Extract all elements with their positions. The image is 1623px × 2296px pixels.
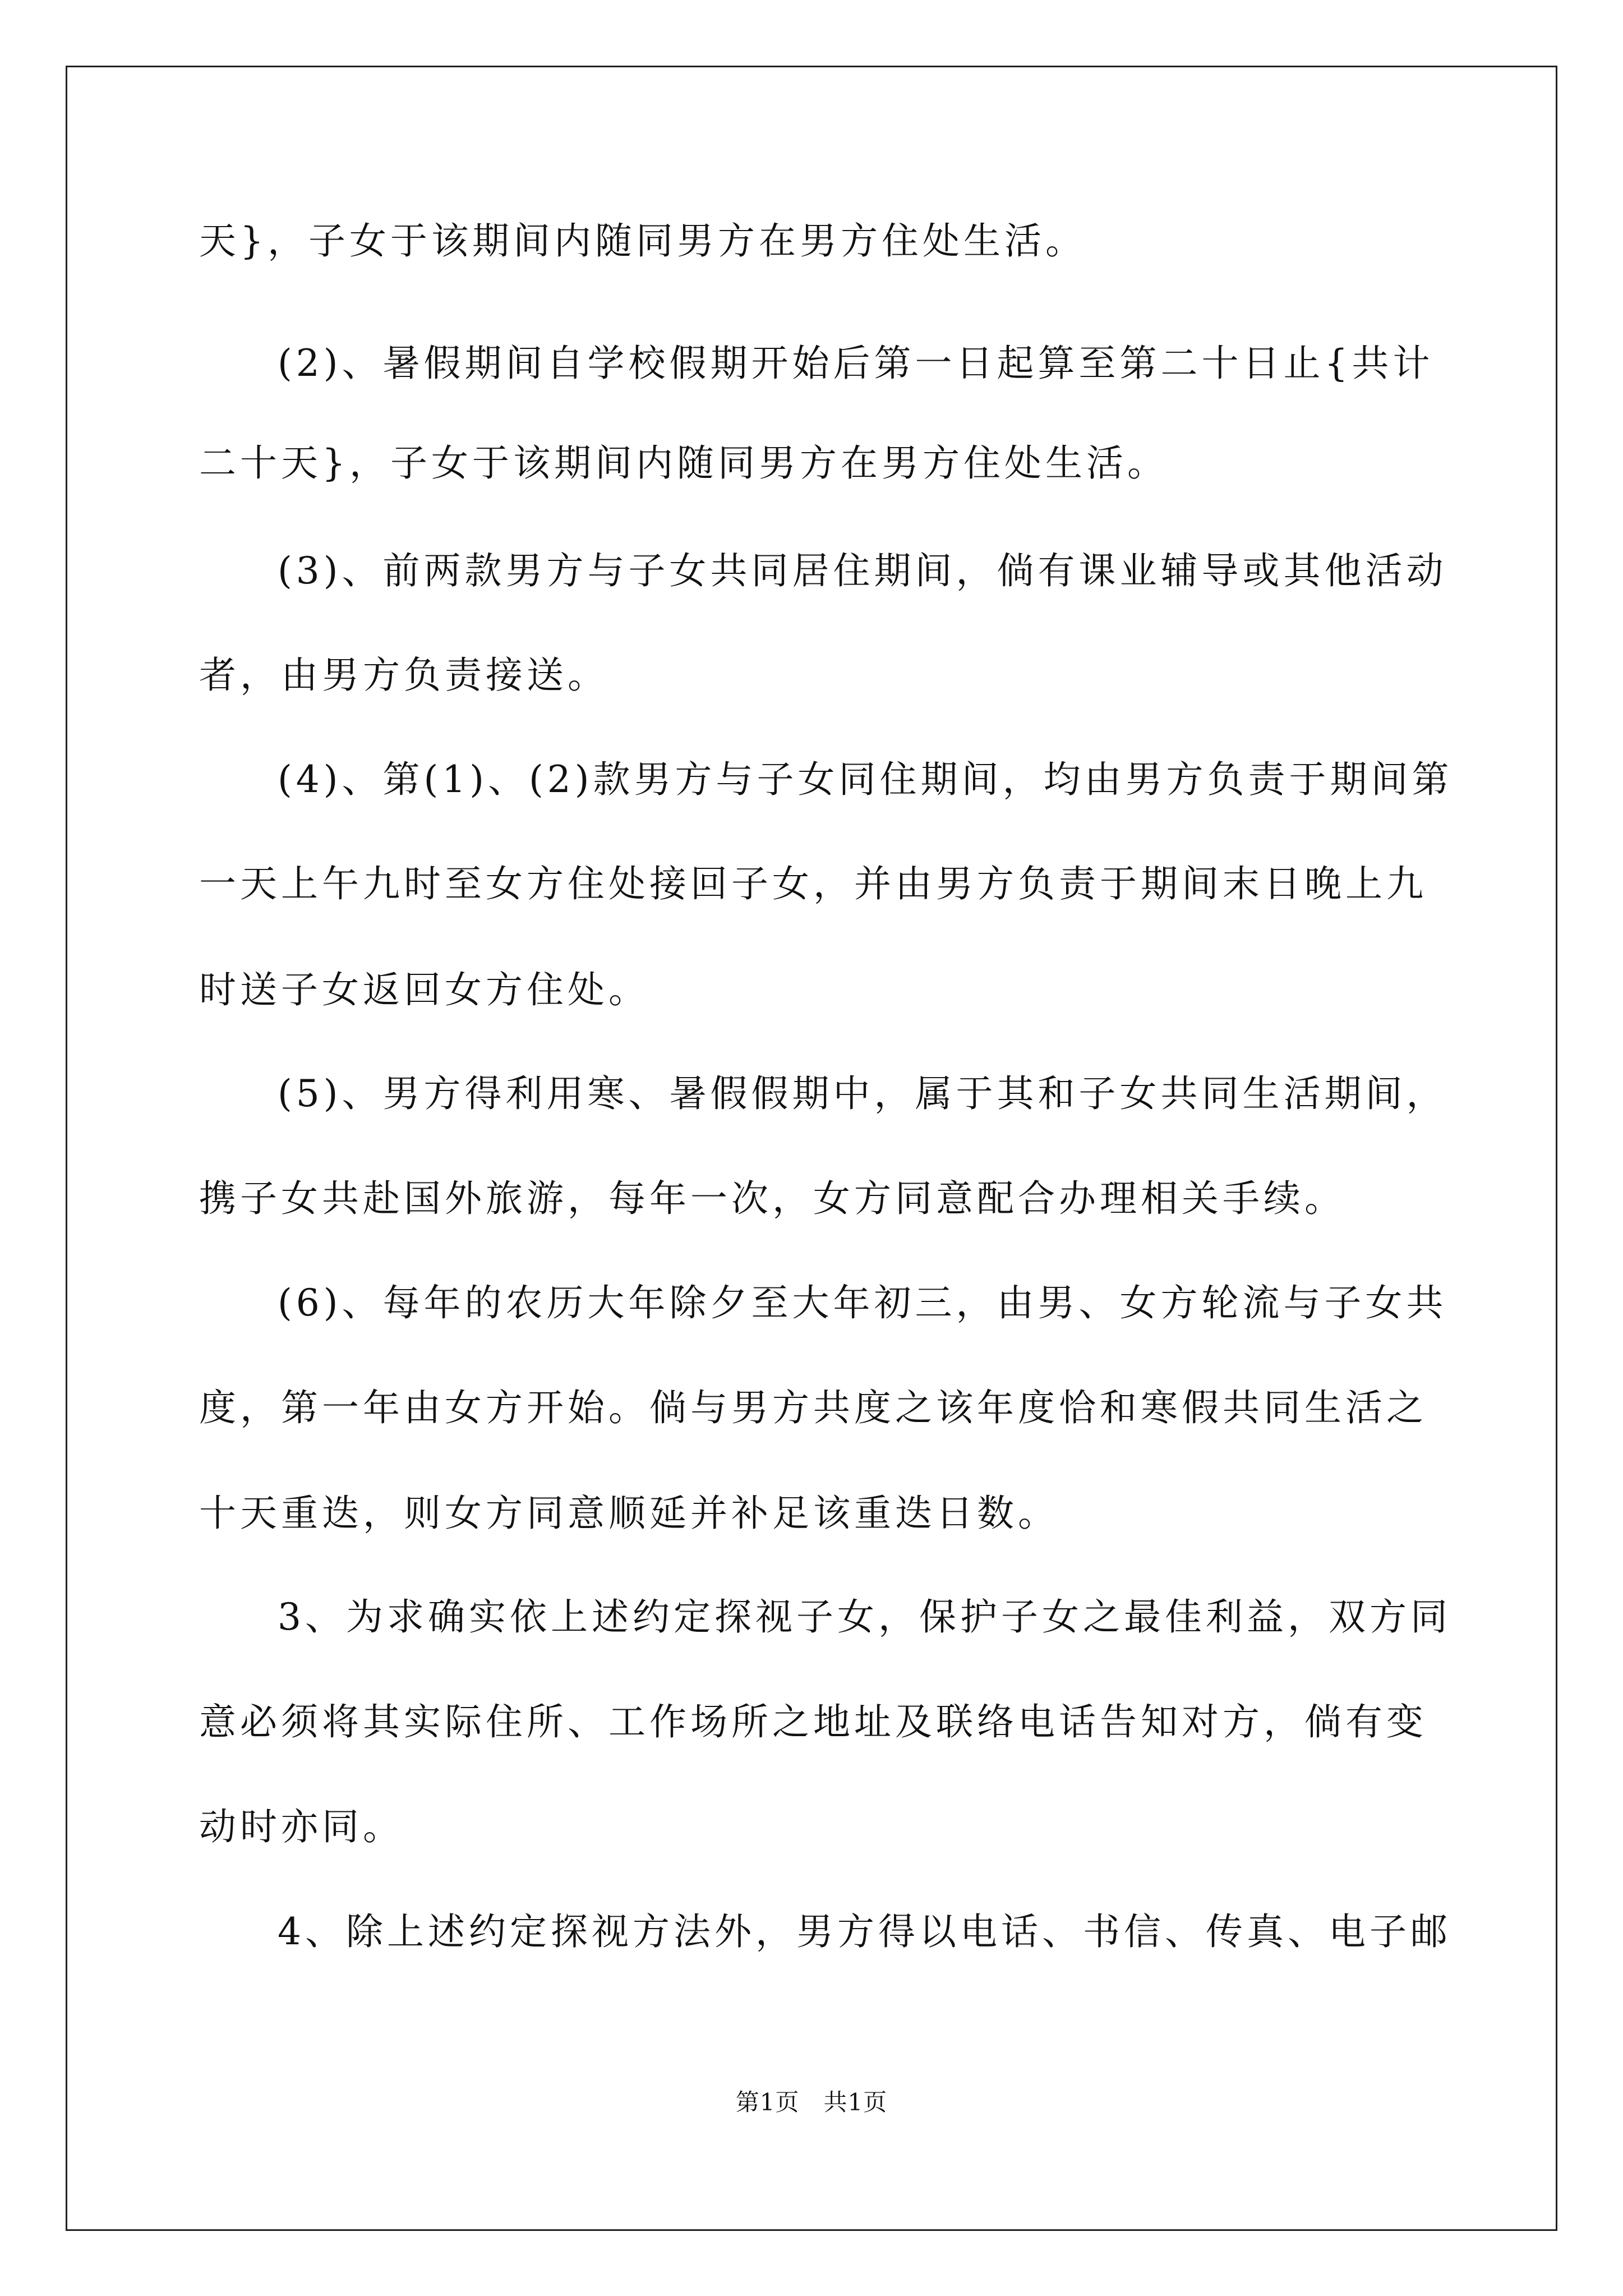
page-number: 第1页 <box>735 2088 800 2116</box>
text-line: 十天重迭，则女方同意顺延并补足该重迭日数。 <box>199 1492 1059 1535</box>
text-line: 者，由男方负责接送。 <box>199 654 608 697</box>
text-line: (4)、第(1)、(2)款男方与子女同住期间，均由男方负责于期间第 <box>278 758 1453 801</box>
page-border <box>66 66 1557 2231</box>
text-line: 4、除上述约定探视方法外，男方得以电话、书信、传真、电子邮 <box>278 1910 1451 1953</box>
page-total: 共1页 <box>823 2088 888 2116</box>
page-footer <box>0 2088 1623 2116</box>
text-line: (2)、暑假期间自学校假期开始后第一日起算至第二十日止{共计 <box>278 342 1434 385</box>
text-line: 3、为求确实依上述约定探视子女，保护子女之最佳利益，双方同 <box>278 1595 1451 1639</box>
text-line: 携子女共赴国外旅游，每年一次，女方同意配合办理相关手续。 <box>199 1177 1345 1220</box>
text-line: (6)、每年的农历大年除夕至大年初三，由男、女方轮流与子女共 <box>278 1281 1447 1324</box>
text-line: 天}，子女于该期间内随同男方在男方住处生活。 <box>199 219 1086 263</box>
text-line: (5)、男方得利用寒、暑假假期中，属于其和子女共同生活期间， <box>278 1072 1447 1115</box>
text-line: 动时亦同。 <box>199 1805 404 1848</box>
text-line: 意必须将其实际住所、工作场所之地址及联络电话告知对方，倘有变 <box>199 1700 1427 1743</box>
text-line: 度，第一年由女方开始。倘与男方共度之该年度恰和寒假共同生活之 <box>199 1386 1427 1429</box>
text-line: 二十天}，子女于该期间内随同男方在男方住处生活。 <box>199 441 1168 485</box>
text-line: 一天上午九时至女方住处接回子女，并由男方负责于期间末日晚上九 <box>199 862 1427 905</box>
text-line: (3)、前两款男方与子女共同居住期间，倘有课业辅导或其他活动 <box>278 549 1447 592</box>
text-line: 时送子女返回女方住处。 <box>199 968 649 1011</box>
